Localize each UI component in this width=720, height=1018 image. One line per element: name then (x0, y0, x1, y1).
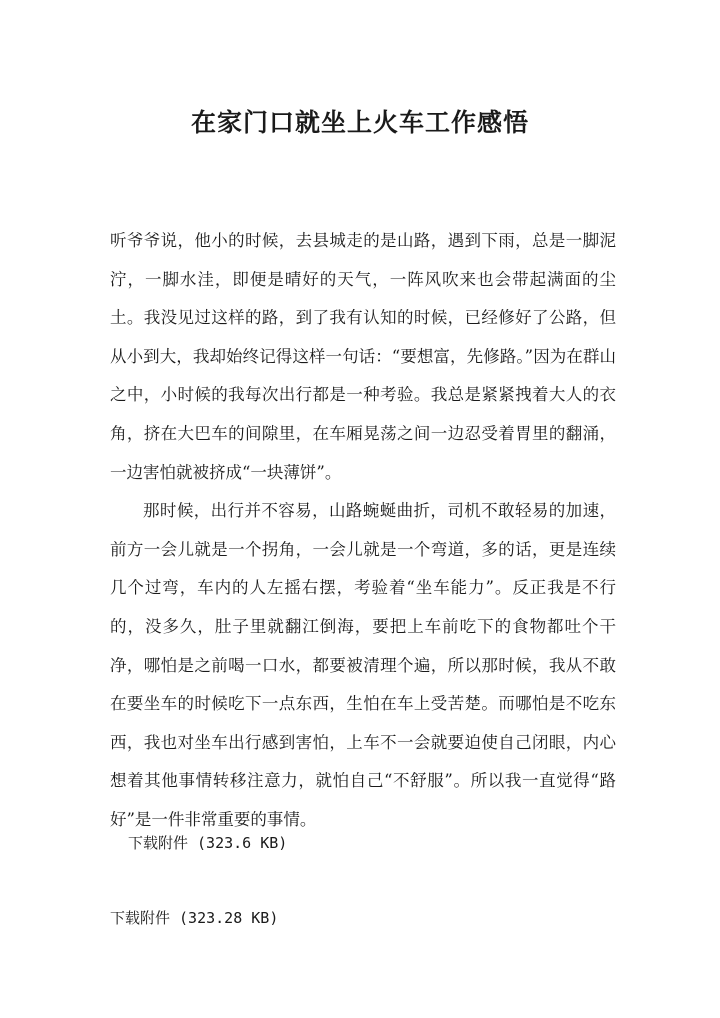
paragraph-2: 那时候，出行并不容易，山路蜿蜒曲折，司机不敢轻易的加速，前方一会儿就是一个拐角，一会儿就是一个弯道，多的话，更是连续几个过弯，车内的人左摇右摆，考验着“坐车能力”。反正我是不行的，没多久，肚子里就翻江倒海，要把上车前吃下的食物都吐个干净，哪怕是之前喝一口水，都要被清理个遍，所以那时候，我从不敢在要坐车的时候吃下一点东西，生怕在车上受苦楚。而哪怕是不吃东西，我也对坐车出行感到害怕，上车不一会就要迫使自己闭眼，内心想着其他事情转移注意力，就怕自己“不舒服”。所以我一直觉得“路好”是一件非常重要的事情。 (110, 501, 616, 829)
document-body (110, 222, 616, 840)
document-title: 在家门口就坐上火车工作感悟 (190, 107, 529, 137)
download-attachment-link[interactable]: 下载附件 (323.6 KB) (128, 834, 288, 852)
paragraph-1: 听爷爷说，他小的时候，去县城走的是山路，遇到下雨，总是一脚泥泞，一脚水洼，即便是晴好的天气，一阵风吹来也会带起满面的尘土。我没见过这样的路，到了我有认知的时候，已经修好了公路，但从小到大，我却始终记得这样一句话：“要想富，先修路。”因为在群山之中，小时候的我每次出行都是一种考验。我总是紧紧拽着大人的衣角，挤在大巴车的间隙里，在车厢晃荡之间一边忍受着胃里的翻涌，一边害怕就被挤成“一块薄饼”。 (110, 231, 616, 482)
download-attachment-link-2[interactable]: 下载附件 (323.28 KB) (110, 909, 279, 927)
